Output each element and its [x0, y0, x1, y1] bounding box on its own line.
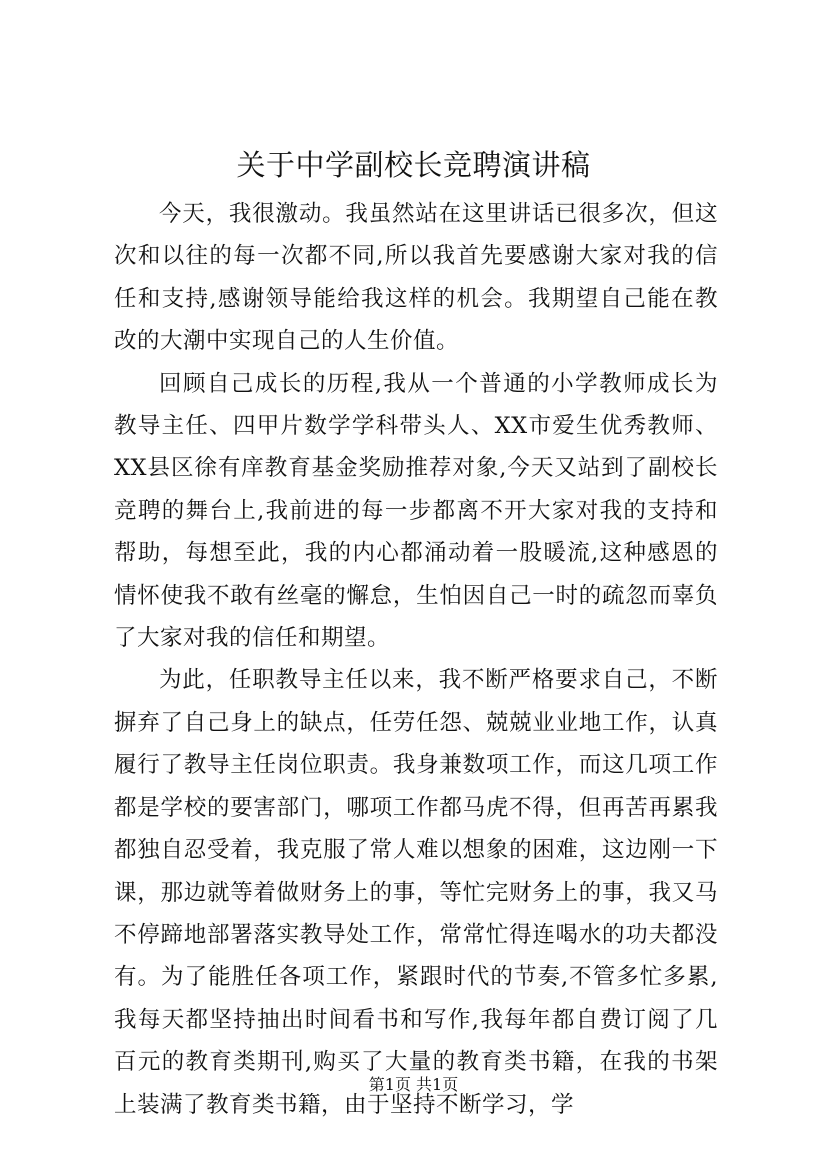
- paragraph: 今天，我很激动。我虽然站在这里讲话已很多次，但这次和以往的每一次都不同,所以我首先要感谢大家对我的信任和支持,感谢领导能给我这样的机会。我期望自己能在教改的大潮中实现自己的人生价值。: [114, 201, 718, 355]
- paragraph: 回顾自己成长的历程,我从一个普通的小学教师成长为教导主任、四甲片数学学科带头人、XX市爱生优秀教师、XX县区徐有庠教育基金奖励推荐对象,今天又站到了副校长竞聘的舞台上,我前进的每一步都离不开大家对我的支持和帮助，每想至此，我的内心都涌动着一股暖流,这种感恩的情怀使我不敢有丝毫的懈怠，生怕因自己一时的疏忽而辜负了大家对我的信任和期望。: [114, 370, 718, 652]
- paragraph: 为此，任职教导主任以来，我不断严格要求自己，不断摒弃了自己身上的缺点，任劳任怨、兢兢业业地工作，认真履行了教导主任岗位职责。我身兼数项工作，而这几项工作都是学校的要害部门，哪项工作都马虎不得，但再苦再累我都独自忍受着，我克服了常人难以想象的困难，这边刚一下课，那边就等着做财务上的事，等忙完财务上的事，我又马不停蹄地部署落实教导处工作，常常忙得连喝水的功夫都没有。为了能胜任各项工作，紧跟时代的节奏,不管多忙多累,我每天都坚持抽出时间看书和写作,我每年都自费订阅了几百元的教育类期刊,购买了大量的教育类书籍，在我的书架上装满了教育类书籍，由于坚持不断学习，学: [114, 667, 718, 1118]
- page-number-label: 第1页 共1页: [368, 1075, 459, 1094]
- document-body: [114, 193, 718, 1126]
- document-title: 关于中学副校长竞聘演讲稿: [236, 148, 591, 182]
- page-footer: [0, 1074, 827, 1096]
